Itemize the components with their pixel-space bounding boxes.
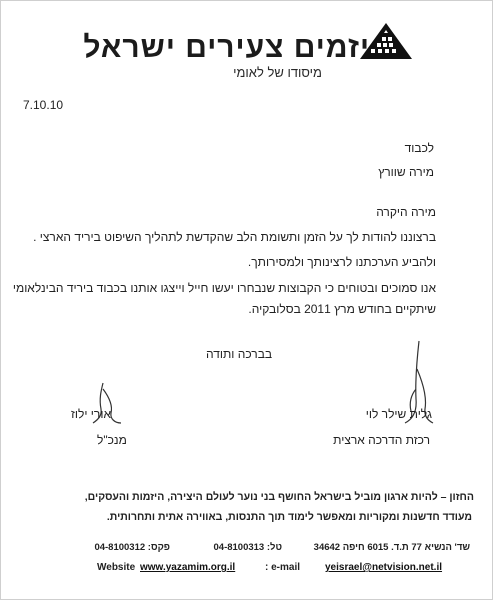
body-line: שיתקיים בחודש מרץ 2011 בסלובקיה. bbox=[248, 302, 436, 316]
signatory-right-name: גלית שילר לוי bbox=[365, 407, 432, 421]
greeting: מירה היקרה bbox=[376, 205, 436, 219]
vision-statement-line: החזון – להיות ארגון מוביל בישראל החושף בני נוער לעולם היצירה, היזמות והעסקים, bbox=[84, 491, 474, 503]
footer-phone: טל: 04-8100313 bbox=[213, 542, 282, 553]
signatory-left-title: מנכ"ל bbox=[97, 433, 127, 447]
email-label: : e-mail bbox=[265, 562, 301, 573]
signatory-left-name: אורי ילוז bbox=[71, 407, 111, 421]
org-subtitle: מיסודו של לאומי bbox=[233, 65, 322, 80]
body-line: ולהביע הערכתנו לרצינותך ולמסירותך. bbox=[247, 255, 436, 269]
website-label: Website bbox=[97, 562, 136, 573]
body-line: אנו סמוכים ובטוחים כי הקבוצות שנבחרו יעשו חייל וייצגו אותנו בכבוד ביריד הבינלאומי bbox=[12, 281, 436, 295]
website-link[interactable]: www.yazamim.org.il bbox=[140, 562, 236, 573]
closing: בברכה ותודה bbox=[206, 347, 273, 361]
signatory-right-title: רכזת הדרכה ארצית bbox=[333, 433, 430, 447]
vision-statement-line: מעודד חדשנות ומקוריות ומאפשר לימוד תוך התנסות, באווירה אתית ותחרותית. bbox=[106, 511, 472, 523]
recipient-label: לכבוד bbox=[404, 141, 434, 155]
letter-date: 7.10.10 bbox=[23, 98, 64, 112]
recipient-name: מירה שוורץ bbox=[378, 165, 434, 179]
body-line: ברצוננו להודות לך על הזמן ותשומת הלב שהקדשת לתהליך השיפוט ביריד הארצי . bbox=[33, 230, 436, 244]
footer-address: שד' הנשיא 77 ת.ד. 6015 חיפה 34642 bbox=[313, 542, 470, 553]
org-name: יזמים צעירים ישראל bbox=[83, 31, 370, 64]
email-link[interactable]: yeisrael@netvision.net.il bbox=[325, 562, 443, 573]
footer-fax: פקס: 04-8100312 bbox=[94, 542, 170, 553]
